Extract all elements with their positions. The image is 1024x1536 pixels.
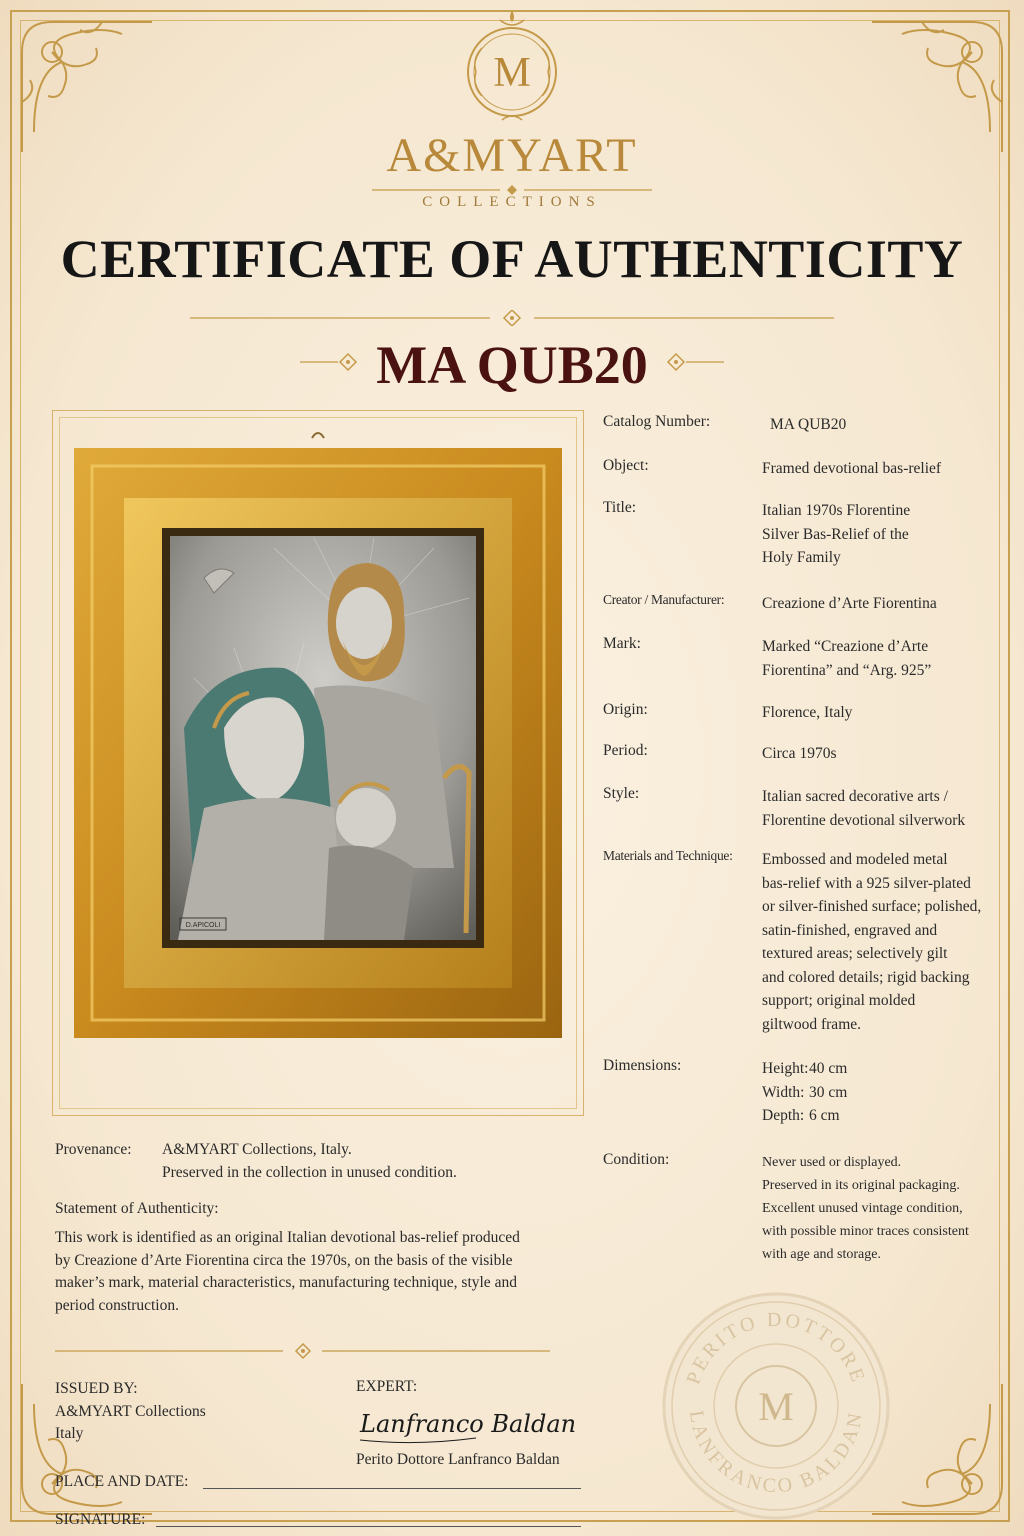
detail-value: Circa 1970s [762, 745, 837, 762]
statement-heading: Statement of Authenticity: [55, 1200, 219, 1217]
svg-text:Lanfranco Baldan: Lanfranco Baldan [360, 1410, 577, 1438]
detail-label: Dimensions: [603, 1057, 682, 1074]
detail-label: Mark: [603, 635, 641, 652]
detail-label: Origin: [603, 701, 648, 718]
ornament-icon [664, 352, 724, 372]
detail-value: Embossed and modeled metal bas-relief with a 925 silver-plated or silver-finished surface; polished, satin-finished, engraved and textured areas; selectively gilt and colored details; rigid backing support; original molded giltwood frame. [762, 851, 982, 1033]
artwork-maker-mark: D.APICOLI [185, 922, 221, 929]
detail-value: Never used or displayed. Preserved in its original packaging. Excellent unused vintage condition, with possible minor traces consistent with age and storage. [762, 1155, 969, 1262]
seal-monogram: M [758, 1384, 794, 1429]
detail-value: Italian 1970s Florentine Silver Bas-Relief of the Holy Family [762, 502, 911, 566]
place-date-line[interactable] [203, 1488, 581, 1489]
monogram-logo [462, 8, 562, 128]
expert-name: Perito Dottore Lanfranco Baldan [356, 1451, 560, 1468]
detail-label: Title: [603, 499, 637, 516]
signature-label: SIGNATURE: [55, 1511, 146, 1528]
detail-label: Period: [603, 742, 648, 759]
expert-heading: EXPERT: [356, 1378, 418, 1395]
issued-by-line: Italy [55, 1425, 84, 1442]
detail-value: MA QUB20 [770, 416, 847, 433]
expert-signature [356, 1400, 586, 1450]
detail-value: Italian sacred decorative arts / Florentine devotional silverwork [762, 788, 966, 829]
detail-value: Creazione d’Arte Fiorentina [762, 595, 937, 612]
detail-value: Framed devotional bas-relief [762, 460, 942, 477]
artwork-image [74, 428, 562, 1038]
title-divider [190, 310, 834, 326]
detail-label: Style: [603, 785, 640, 802]
logo-monogram: M [493, 50, 531, 96]
detail-value: Marked “Creazione d’Arte Fiorentina” and “Arg. 925” [762, 638, 932, 679]
detail-value: Height:40 cm Width: 30 cm Depth: 6 cm [762, 1060, 848, 1124]
issued-by-block [55, 1378, 206, 1446]
brand-tagline: COLLECTIONS [422, 194, 602, 210]
detail-label: Condition: [603, 1151, 670, 1168]
detail-value: Florence, Italy [762, 704, 853, 721]
detail-label: Creator / Manufacturer: [603, 592, 725, 607]
detail-label: Catalog Number: [603, 413, 711, 430]
issued-by-line: A&MYART Collections [55, 1402, 206, 1420]
catalog-heading: MA QUB20 [376, 335, 648, 395]
certificate-title: CERTIFICATE OF AUTHENTICITY [60, 229, 964, 289]
provenance-value: A&MYART Collections, Italy. Preserved in the collection in unused condition. [162, 1141, 457, 1181]
provenance-label: Provenance: [55, 1141, 132, 1158]
detail-label: Materials and Technique: [603, 848, 733, 863]
issued-by-heading: ISSUED BY: [55, 1380, 138, 1397]
place-date-label: PLACE AND DATE: [55, 1473, 189, 1490]
detail-label: Object: [603, 457, 649, 474]
section-divider [55, 1341, 550, 1361]
seal-bottom-text: LANFRANCO BALDAN [684, 1408, 868, 1498]
brand-name: A&MYART [386, 129, 638, 182]
statement-text: This work is identified as an original Italian devotional bas-relief produced by Creazione d’Arte Fiorentina circa the 1970s, on the basis of the visible maker’s mark, material characteristics, manufacturing technique, style and period construction. [55, 1229, 520, 1314]
signature-line[interactable] [156, 1526, 581, 1527]
embossed-seal [660, 1290, 892, 1522]
seal-top-text: PERITO DOTTORE [682, 1308, 870, 1388]
